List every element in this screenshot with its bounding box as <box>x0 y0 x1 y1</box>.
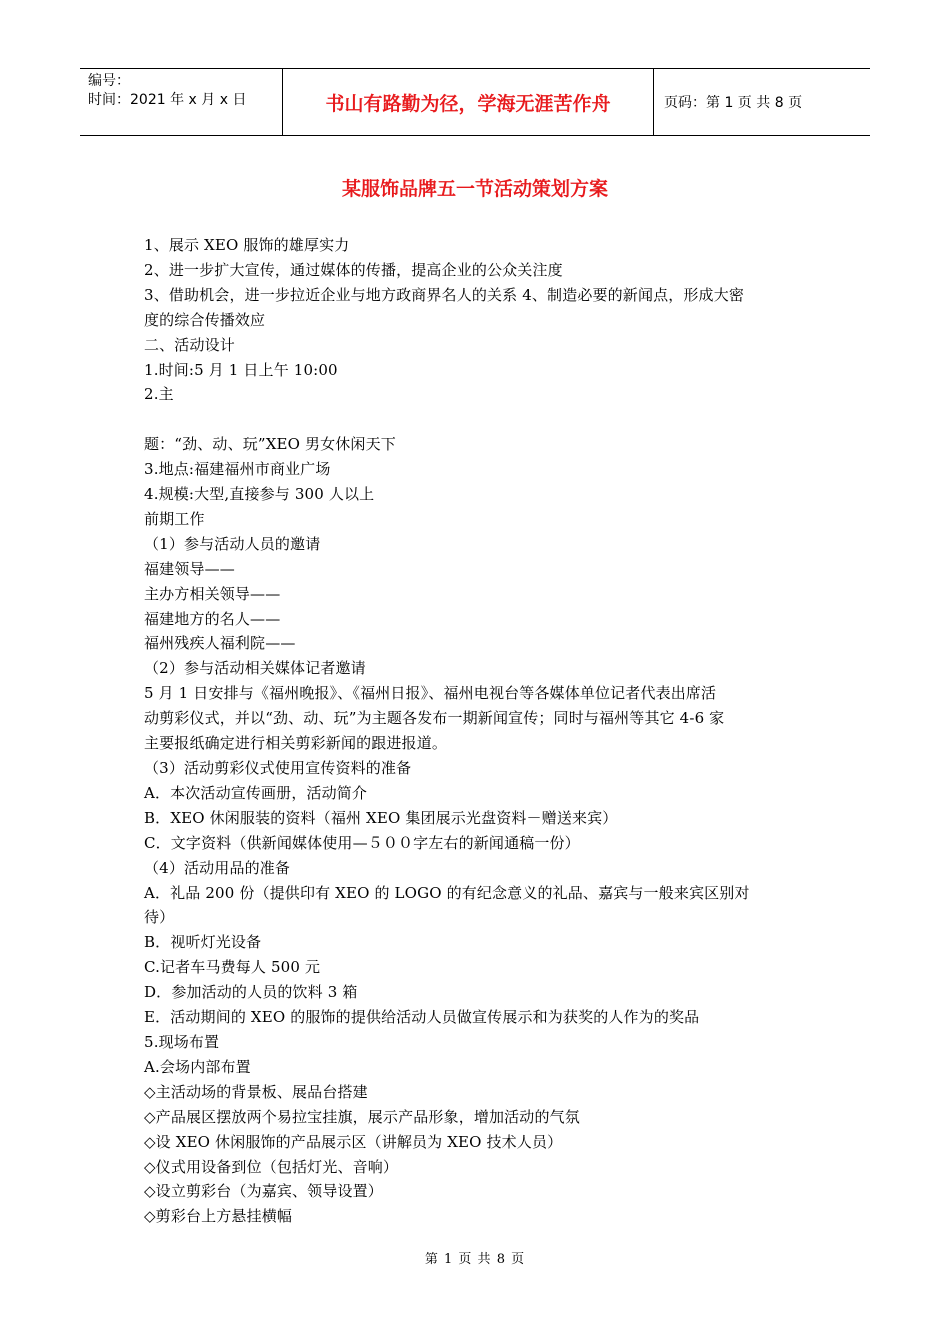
document-title: 某服饰品牌五一节活动策划方案 <box>341 178 608 200</box>
body-line: 2.主 <box>144 385 174 404</box>
document-number-label: 编号： <box>88 73 130 89</box>
body-line: ◇剪彩台上方悬挂横幅 <box>144 1207 293 1226</box>
body-line: C．文字资料（供新闻媒体使用—５００字左右的新闻通稿一份） <box>144 833 580 852</box>
body-line: A．礼品 200 份（提供印有 XEO 的 LOGO 的有纪念意义的礼品、嘉宾与一般来宾区别对 <box>144 883 750 902</box>
header-info-cell <box>80 69 282 135</box>
body-line: E．活动期间的 XEO 的服饰的提供给活动人员做宣传展示和为获奖的人作为的奖品 <box>144 1008 700 1027</box>
body-line: 动剪彩仪式，并以“劲、动、玩”为主题各发布一期新闻宣传；同时与福州等其它 4-6 家 <box>144 709 725 728</box>
body-line: ◇主活动场的背景板、展品台搭建 <box>144 1082 368 1101</box>
body-line: （4）活动用品的准备 <box>144 858 291 877</box>
header-motto: 书山有路勤为径，学海无涯苦作舟 <box>325 92 611 115</box>
body-line: A.会场内部布置 <box>144 1057 251 1076</box>
body-line <box>144 407 812 432</box>
body-line: ◇设立剪彩台（为嘉宾、领导设置） <box>144 1182 383 1201</box>
body-line: 2、进一步扩大宣传，通过媒体的传播，提高企业的公众关注度 <box>144 260 563 279</box>
body-line: 待） <box>144 908 175 927</box>
body-line: A．本次活动宣传画册，活动简介 <box>144 783 368 802</box>
header-table <box>80 68 870 136</box>
body-line: 福建领导—— <box>144 559 235 578</box>
body-line: 度的综合传播效应 <box>144 310 266 329</box>
body-line: 题：“劲、动、玩”XEO 男女休闲天下 <box>144 435 396 454</box>
body-line: 福建地方的名人—— <box>144 609 281 628</box>
body-line: 前期工作 <box>144 509 205 528</box>
body-line: 3.地点:福建福州市商业广场 <box>144 460 331 479</box>
body-line: （3）活动剪彩仪式使用宣传资料的准备 <box>144 759 412 778</box>
document-date: 时间：2021 年 x 月 x 日 <box>88 92 247 108</box>
body-line: 5 月 1 日安排与《福州晚报》、《福州日报》、福州电视台等各媒体单位记者代表出席活 <box>144 684 717 703</box>
body-line: （1）参与活动人员的邀请 <box>144 534 321 553</box>
body-line: B．视听灯光设备 <box>144 933 262 952</box>
body-line: ◇仪式用设备到位（包括灯光、音响） <box>144 1157 399 1176</box>
header-motto-cell <box>282 69 654 135</box>
body-line: 主要报纸确定进行相关剪彩新闻的跟进报道。 <box>144 734 448 753</box>
body-line: （2）参与活动相关媒体记者邀请 <box>144 659 366 678</box>
body-line: 二、活动设计 <box>144 335 235 354</box>
body-line: 主办方相关领导—— <box>144 584 281 603</box>
body-line: C.记者车马费每人 500 元 <box>144 958 321 977</box>
body-line: 1.时间:5 月 1 日上午 10:00 <box>144 360 338 379</box>
page-footer: 第 1 页 共 8 页 <box>424 1252 526 1267</box>
body-line: ◇产品展区摆放两个易拉宝挂旗，展示产品形象，增加活动的气氛 <box>144 1107 580 1126</box>
document-body <box>144 233 812 1229</box>
body-line: B．XEO 休闲服装的资料（福州 XEO 集团展示光盘资料－赠送来宾） <box>144 808 618 827</box>
body-line: 1、展示 XEO 服饰的雄厚实力 <box>144 236 350 254</box>
body-line: 3、借助机会，进一步拉近企业与地方政商界名人的关系 4、制造必要的新闻点，形成大密 <box>144 285 745 304</box>
body-line: ◇设 XEO 休闲服饰的产品展示区（讲解员为 XEO 技术人员） <box>144 1132 563 1151</box>
header-page-cell <box>654 69 870 135</box>
header-page-info: 页码：第 1 页 共 8 页 <box>664 95 803 111</box>
body-line: 5.现场布置 <box>144 1032 220 1051</box>
body-line: 4.规模:大型,直接参与 300 人以上 <box>144 485 375 504</box>
body-line: D．参加活动的人员的饮料 3 箱 <box>144 983 358 1002</box>
body-line: 福州残疾人福利院—— <box>144 634 296 653</box>
